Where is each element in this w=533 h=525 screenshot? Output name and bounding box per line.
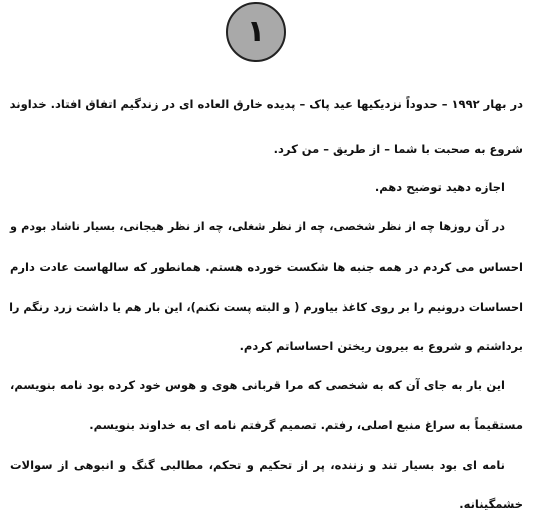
paragraph-line: خشمگینانه. bbox=[459, 497, 523, 511]
paragraph-line: احساس می کردم در همه جنبه ها شکست خورده هستم. همانطور که سالهاست عادت دارم bbox=[10, 260, 523, 274]
paragraph-line: در بهار ۱۹۹۲ – حدوداً نزدیکیها عید پاک – پدیده خارق العاده ای در زندگیم اتفاق افتاد. خداوند bbox=[9, 97, 523, 111]
chapter-number: ١ bbox=[246, 14, 266, 49]
paragraph-line: احساسات درونیم را بر روی کاغذ بیاورم ( و البته پست نکنم)، این بار هم یا داشت زرد رنگم را bbox=[9, 301, 523, 314]
paragraph-line: برداشتم و شروع به بیرون ریختن احساساتم کردم. bbox=[239, 339, 523, 353]
paragraph-line: در آن روزها چه از نظر شخصی، چه از نظر شغلی، چه از نظر هیجانی، بسیار ناشاد بودم و bbox=[10, 220, 505, 233]
chapter-number-badge bbox=[226, 2, 286, 62]
paragraph-line: اجازه دهید توضیح دهم. bbox=[374, 180, 505, 194]
paragraph-line: شروع به صحبت با شما – از طریق – من کرد. bbox=[273, 142, 523, 156]
paragraph-line: مستقیماً به سراغ منبع اصلی، رفتم. تصمیم گرفتم نامه ای به خداوند بنویسم. bbox=[89, 418, 523, 432]
paragraph-line: نامه ای بود بسیار تند و زننده، پر از تحکیم و تحکم، مطالبی گنگ و انبوهی از سوالات bbox=[10, 458, 505, 472]
paragraph-line: این بار به جای آن که به شخصی که مرا قربانی هوی و هوس خود کرده بود نامه بنویسم، bbox=[10, 378, 505, 392]
